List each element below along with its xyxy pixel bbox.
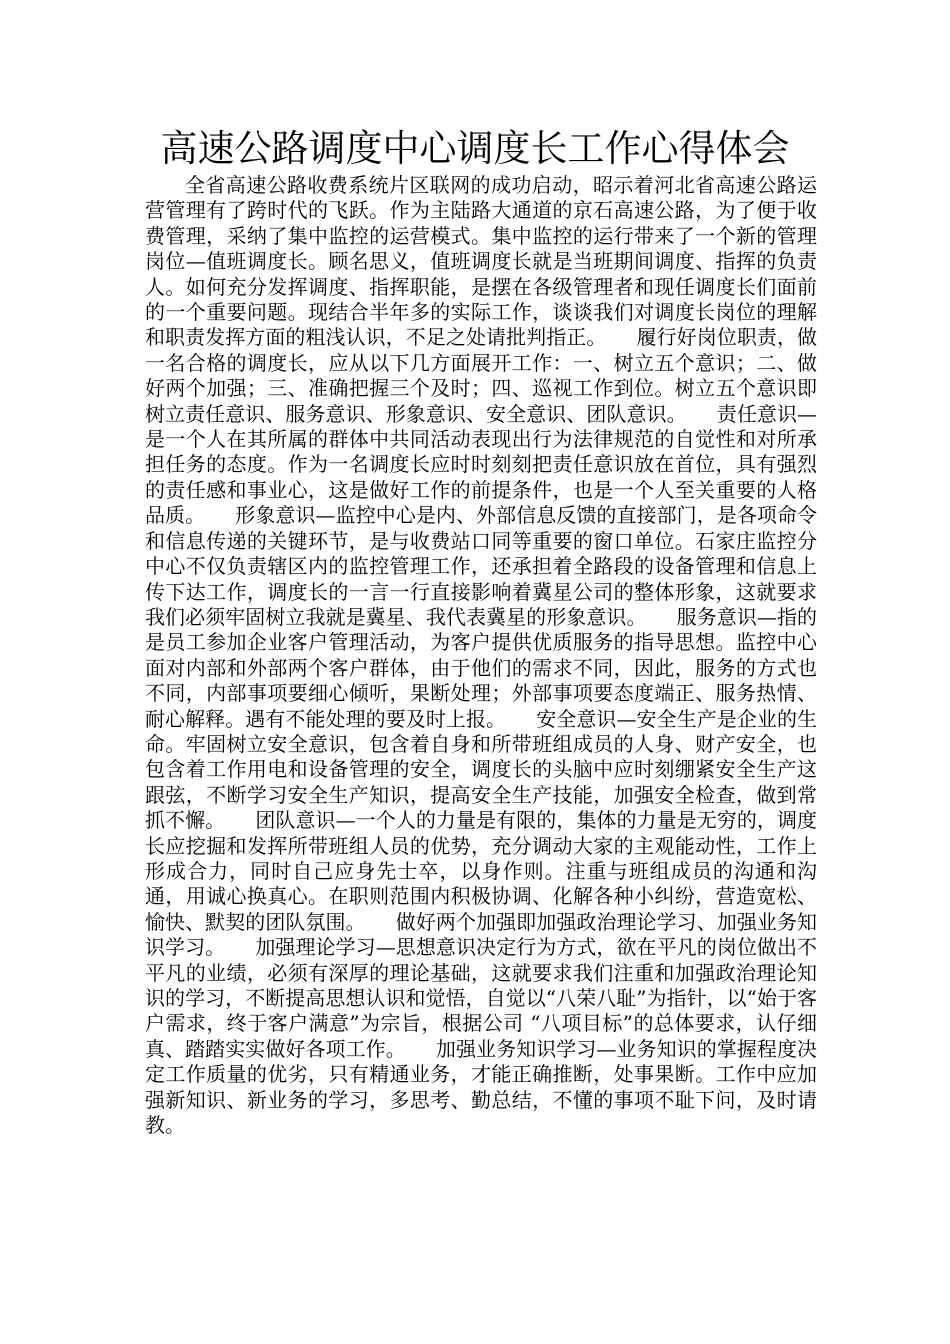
document-title: 高速公路调度中心调度长工作心得体会 xyxy=(160,127,790,170)
document-body: 全省高速公路收费系统片区联网的成功启动，昭示着河北省高速公路运营管理有了跨时代的飞跃。作为主陆路大通道的京石高速公路，为了便于收费管理，采纳了集中监控的运营模式。集中监控的运行带来了一个新的管理岗位—值班调度长。顾名思义，值班调度长就是当班期间调度、指挥的负责人。如何充分发挥调度、指挥职能，是摆在各级管理者和现任调度长们面前的一个重要问题。现结合半年多的实际工作，谈谈我们对调度长岗位的理解和职责发挥方面的粗浅认识，不足之处请批判指正。 履行好岗位职责，做一名合格的调度长，应从以下几方面展开工作：一、树立五个意识；二、做好两个加强；三、准确把握三个及时；四、巡视工作到位。树立五个意识即树立责任意识、服务意识、形象意识、安全意识、团队意识。 责任意识—是一个人在其所属的群体中共同活动表现出行为法律规范的自觉性和对所承担任务的态度。作为一名调度长应时时刻刻把责任意识放在首位，具有强烈的责任感和事业心，这是做好工作的前提条件，也是一个人至关重要的人格品质。 形象意识—监控中心是内、外部信息反馈的直接部门，是各项命令和信息传递的关键环节，是与收费站口同等重要的窗口单位。石家庄监控分中心不仅负责辖区内的监控管理工作，还承担着全路段的设备管理和信息上传下达工作，调度长的一言一行直接影响着冀星公司的整体形象，这就要求我们必须牢固树立我就是冀星、我代表冀星的形象意识。 服务意识—指的是员工参加企业客户管理活动，为客户提供优质服务的指导思想。监控中心面对内部和外部两个客户群体，由于他们的需求不同，因此，服务的方式也不同，内部事项要细心倾听，果断处理；外部事项要态度端正、服务热情、耐心解释。遇有不能处理的要及时上报。 安全意识—安全生产是企业的生命。牢固树立安全意识，包含着自身和所带班组成员的人身、财产安全，也包含着工作用电和设备管理的安全，调度长的头脑中应时刻绷紧安全生产这跟弦，不断学习安全生产知识，提高安全生产技能，加强安全检查，做到常抓不懈。 团队意识—一个人的力量是有限的，集体的力量是无穷的，调度长应挖掘和发挥所带班组人员的优势，充分调动大家的主观能动性，工作上形成合力，同时自己应身先士卒，以身作则。注重与班组成员的沟通和沟通，用诚心换真心。在职则范围内积极协调、化解各种小纠纷，营造宽松、愉快、默契的团队氛围。 做好两个加强即加强政治理论学习、加强业务知识学习。 加强理论学习—思想意识决定行为方式，欲在平凡的岗位做出不平凡的业绩，必须有深厚的理论基础，这就要求我们注重和加强政治理论知识的学习，不断提高思想认识和觉悟，自觉以“八荣八耻”为指针，以“始于客户需求，终于客户满意”为宗旨，根据公司 “八项目标”的总体要求，认仔细真、踏踏实实做好各项工作。 加强业务知识学习—业务知识的掌握程度决定工作质量的优劣，只有精通业务，才能正确推断，处事果断。工作中应加强新知识、新业务的学习，多思考、勤总结，不懂的事项不耻下问，及时请教。 xyxy=(145,173,817,1138)
